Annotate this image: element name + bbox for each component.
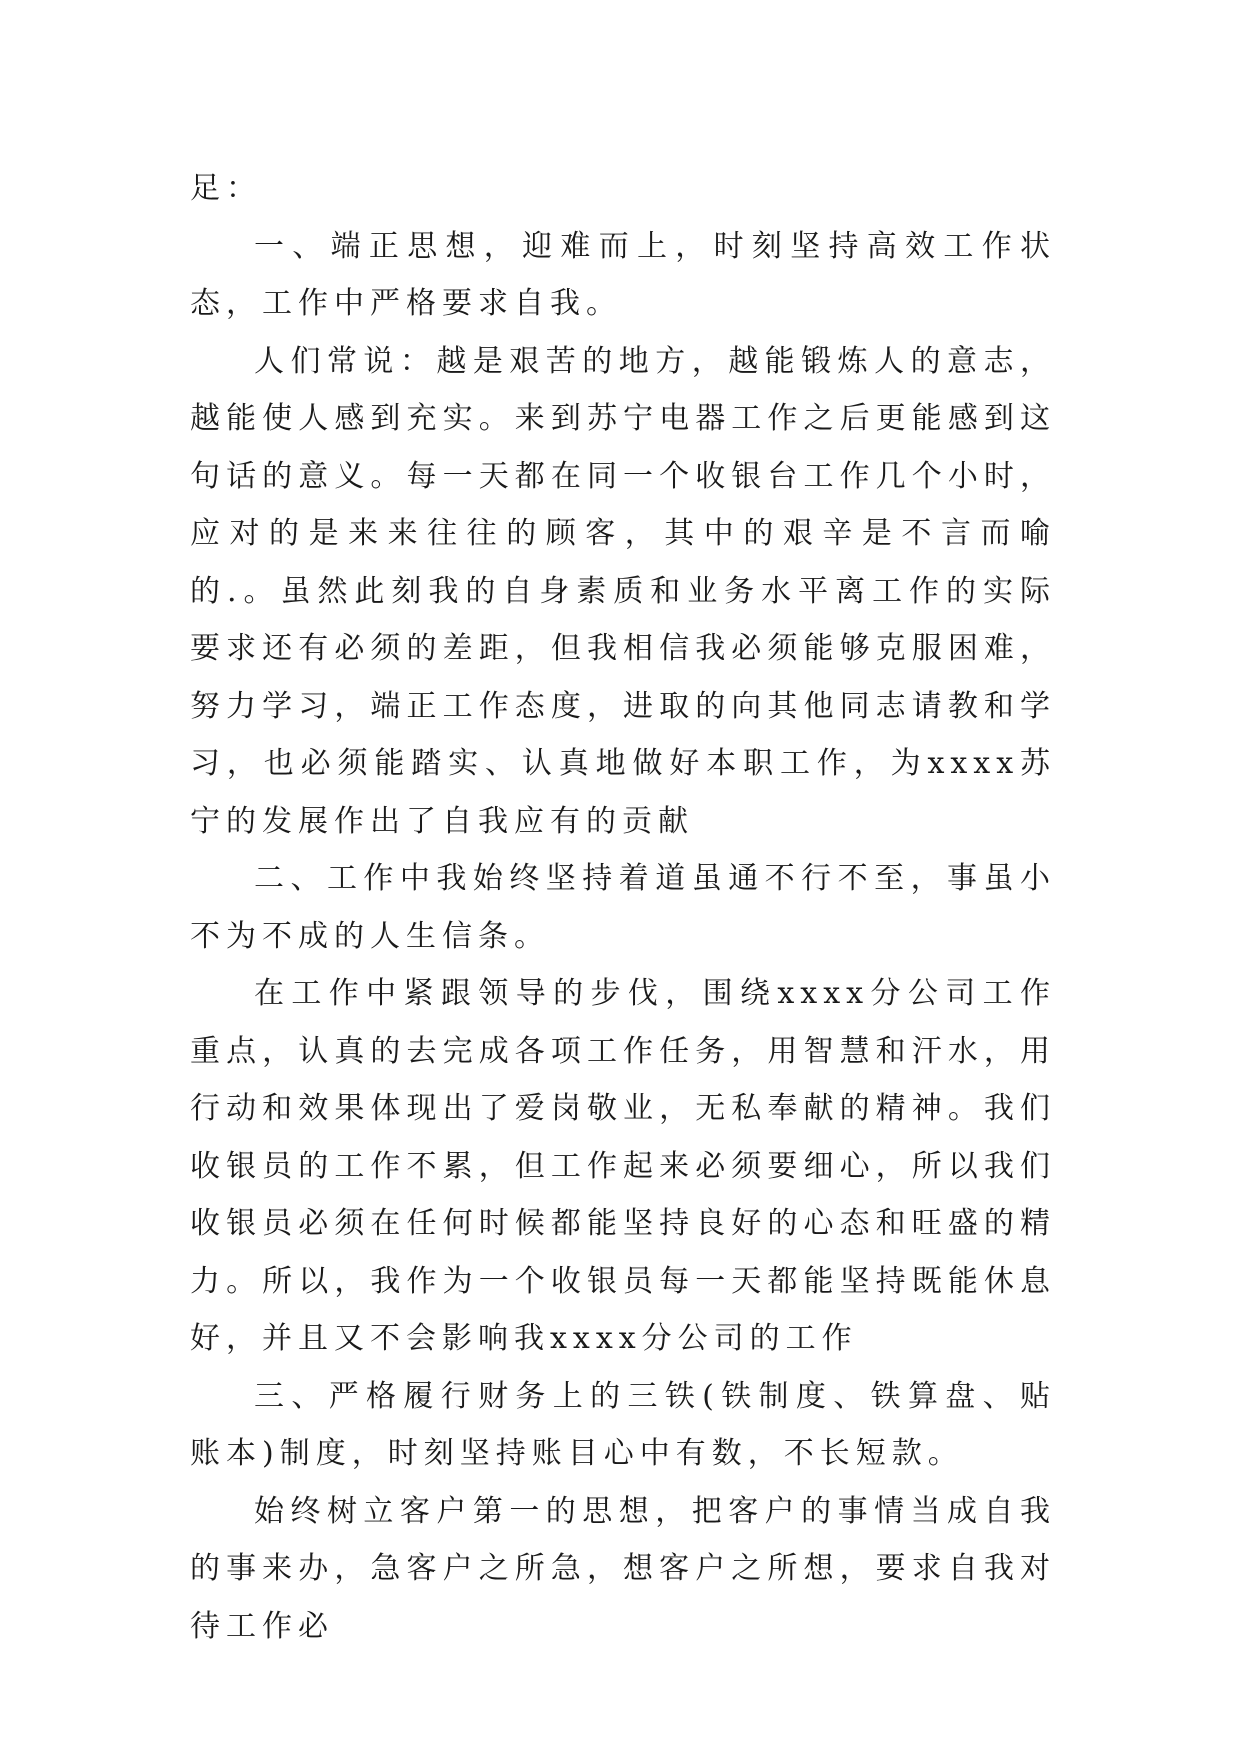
paragraph-body: 在工作中紧跟领导的步伐，围绕xxxx分公司工作重点，认真的去完成各项工作任务，用智慧和汗水，用行动和效果体现出了爱岗敬业，无私奉献的精神。我们收银员的工作不累，但工作起来必须要细心，所以我们收银员必须在任何时候都能坚持良好的心态和旺盛的精力。所以，我作为一个收银员每一天都能坚持既能休息好，并且又不会影响我xxxx分公司的工作 [190, 976, 1056, 1356]
paragraph-body: 人们常说：越是艰苦的地方，越能锻炼人的意志，越能使人感到充实。来到苏宁电器工作之后更能感到这句话的意义。每一天都在同一个收银台工作几个小时，应对的是来来往往的顾客，其中的艰辛是不言而喻的.。虽然此刻我的自身素质和业务水平离工作的实际要求还有必须的差距，但我相信我必须能够克服困难，努力学习，端正工作态度，进取的向其他同志请教和学习，也必须能踏实、认真地做好本职工作，为xxxx苏宁的发展作出了自我应有的贡献 [190, 343, 1056, 839]
document-body [190, 160, 1056, 1655]
paragraph-heading-two: 二、工作中我始终坚持着道虽通不行不至，事虽小不为不成的人生信条。 [190, 861, 1056, 954]
paragraph-continuation: 足： [190, 171, 262, 206]
paragraph-body: 始终树立客户第一的思想，把客户的事情当成自我的事来办，急客户之所急，想客户之所想，要求自我对待工作必 [190, 1493, 1056, 1644]
paragraph-heading-one: 一、端正思想，迎难而上，时刻坚持高效工作状态，工作中严格要求自我。 [190, 228, 1056, 321]
paragraph-heading-three: 三、严格履行财务上的三铁(铁制度、铁算盘、贴账本)制度，时刻坚持账目心中有数，不长短款。 [190, 1378, 1056, 1471]
